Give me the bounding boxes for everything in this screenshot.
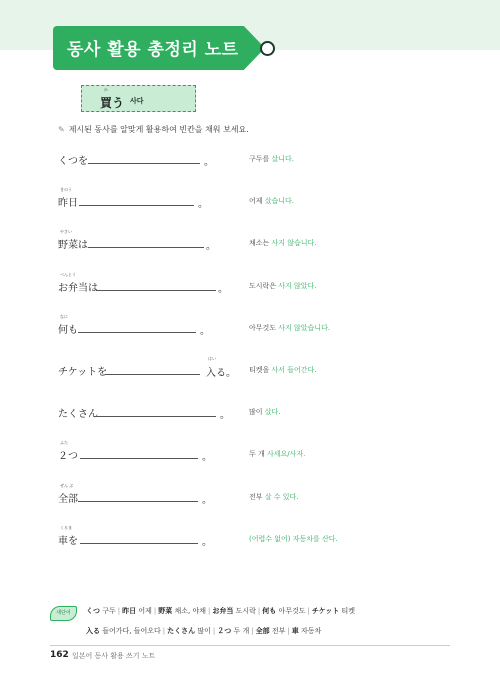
- question-end: 入る。: [206, 368, 236, 379]
- footer-rule: [50, 645, 450, 646]
- question-prefix: チケットを: [58, 367, 108, 378]
- question-end: 。: [202, 494, 212, 506]
- page-number: 162: [50, 650, 69, 660]
- answer-plain: 어제: [249, 197, 265, 206]
- question-prefix: たくさん: [58, 409, 98, 421]
- vocab-word: 入る: [86, 627, 100, 635]
- answer-blank[interactable]: [96, 290, 216, 291]
- vocab-meaning: 도시락: [235, 607, 256, 615]
- answer-plain: 두 개: [249, 450, 267, 459]
- question-ruby: くるま: [60, 524, 72, 530]
- instruction: [58, 124, 249, 135]
- answer-blank[interactable]: [80, 458, 198, 459]
- answer-plain: 도시락은: [249, 281, 279, 290]
- verb-meaning: 사다: [130, 97, 144, 105]
- korean-answer: [249, 449, 305, 459]
- verb-kanji: 買う: [100, 96, 125, 110]
- answer-highlight: 사지 않았습니다.: [278, 323, 331, 332]
- vocab-separator: |: [117, 607, 121, 615]
- answer-highlight: 사지 않았다.: [278, 281, 317, 290]
- answer-plain: 티켓을: [249, 366, 272, 374]
- vocab-line-1: [86, 606, 355, 616]
- vocab-meaning: 들어가다, 들어오다: [102, 627, 161, 635]
- question-end: 。: [198, 199, 208, 211]
- answer-blank[interactable]: [105, 374, 200, 375]
- question-ruby: きのう: [60, 187, 72, 193]
- vocab-meaning: 많이: [197, 627, 211, 635]
- answer-plain: 아무것도: [249, 323, 279, 332]
- question-ruby: ふた: [60, 440, 68, 446]
- question-prefix: 何も: [58, 324, 78, 336]
- verb-ruby: か: [104, 87, 108, 92]
- question-end-ruby: はい: [208, 356, 216, 361]
- question-end: 。: [202, 452, 212, 464]
- vocab-meaning: 두 개: [233, 627, 250, 635]
- answer-blank[interactable]: [78, 501, 198, 502]
- answer-blank[interactable]: [94, 416, 216, 417]
- question-prefix: ２つ: [58, 451, 78, 463]
- answer-highlight: 샀다.: [264, 408, 281, 417]
- korean-answer: [249, 238, 317, 248]
- question-prefix: 昨日: [58, 198, 78, 210]
- vocab-separator: |: [212, 627, 216, 635]
- korean-answer: [249, 365, 317, 375]
- vocab-meaning: 티켓: [341, 607, 356, 615]
- vocab-meaning: 아무것도: [278, 607, 306, 615]
- vocab-meaning: 채소, 야채: [174, 607, 206, 615]
- answer-plain: 구두를: [249, 155, 272, 163]
- answer-plain: 채소는: [249, 239, 272, 248]
- vocab-badge-label: 새단어: [56, 610, 71, 616]
- korean-answer: [249, 407, 281, 417]
- tag-hole-icon: [260, 41, 275, 56]
- question-prefix: 野菜は: [58, 240, 88, 252]
- vocab-meaning: 자동차: [300, 627, 322, 635]
- korean-answer: [249, 492, 298, 502]
- vocab-meaning: 전부: [271, 627, 286, 635]
- question-prefix: 全部: [58, 493, 78, 505]
- question-prefix: お弁当は: [58, 282, 98, 294]
- vocab-separator: |: [153, 607, 157, 615]
- vocab-meaning: 어제: [138, 607, 152, 615]
- instruction-text: 제시된 동사를 알맞게 활용하여 빈칸을 채워 보세요.: [68, 125, 249, 134]
- vocab-separator: |: [207, 607, 211, 615]
- vocab-separator: |: [307, 607, 310, 615]
- answer-plain: 많이: [249, 408, 265, 417]
- answer-blank[interactable]: [88, 163, 200, 164]
- vocab-separator: |: [251, 627, 254, 635]
- question-ruby: べんとう: [60, 271, 76, 277]
- question-end: 。: [200, 325, 210, 337]
- korean-answer: [249, 154, 294, 164]
- question-end: 。: [202, 536, 212, 548]
- vocab-word: たくさん: [167, 627, 196, 635]
- vocab-word: 野菜: [158, 607, 173, 615]
- question-ruby: ぜん ぶ: [60, 482, 74, 488]
- question-end: 。: [218, 283, 228, 295]
- answer-highlight: 사세요/사자.: [266, 450, 306, 459]
- answer-blank[interactable]: [79, 205, 194, 206]
- korean-answer: [249, 196, 294, 206]
- vocab-word: 昨日: [122, 607, 137, 615]
- question-prefix: くつを: [58, 156, 88, 167]
- answer-blank[interactable]: [78, 332, 196, 333]
- answer-highlight: 살 수 있다.: [264, 492, 299, 501]
- vocab-line-2: [86, 626, 321, 636]
- vocab-word: 車: [291, 627, 299, 635]
- vocab-word: 全部: [255, 627, 270, 635]
- answer-blank[interactable]: [88, 247, 204, 248]
- question-end: 。: [204, 157, 214, 168]
- question-ruby: なに: [60, 313, 68, 319]
- page-title: 동사 활용 총정리 노트: [67, 40, 239, 60]
- vocab-word: お弁当: [212, 607, 234, 615]
- vocab-meaning: 구두: [102, 607, 116, 615]
- answer-blank[interactable]: [80, 543, 198, 544]
- book-title: 일본어 동사 활용 쓰기 노트: [72, 652, 156, 660]
- answer-highlight: 사서 들어간다.: [271, 366, 317, 374]
- question-end: 。: [220, 410, 230, 422]
- answer-highlight: (어렵수 없어) 자동차를 산다.: [249, 534, 338, 543]
- question-prefix: 車を: [58, 535, 78, 547]
- korean-answer: [249, 534, 338, 544]
- question-end: 。: [206, 241, 216, 253]
- pencil-icon: ✎: [58, 125, 65, 134]
- korean-answer: [249, 323, 330, 333]
- answer-highlight: 샀습니다.: [264, 197, 295, 206]
- vocab-word: チケット: [311, 607, 340, 615]
- vocab-separator: |: [287, 627, 290, 635]
- answer-highlight: 샀니다.: [271, 155, 295, 163]
- vocab-separator: |: [257, 607, 261, 615]
- answer-plain: 전부: [249, 492, 265, 501]
- vocab-separator: |: [162, 627, 166, 635]
- vocab-word: 何も: [262, 607, 277, 615]
- vocab-word: くつ: [86, 607, 100, 615]
- answer-highlight: 사지 않습니다.: [271, 239, 317, 248]
- question-ruby: やさい: [60, 229, 72, 235]
- vocab-badge: [50, 606, 77, 621]
- korean-answer: [249, 281, 317, 291]
- vocab-word: ２つ: [217, 627, 232, 635]
